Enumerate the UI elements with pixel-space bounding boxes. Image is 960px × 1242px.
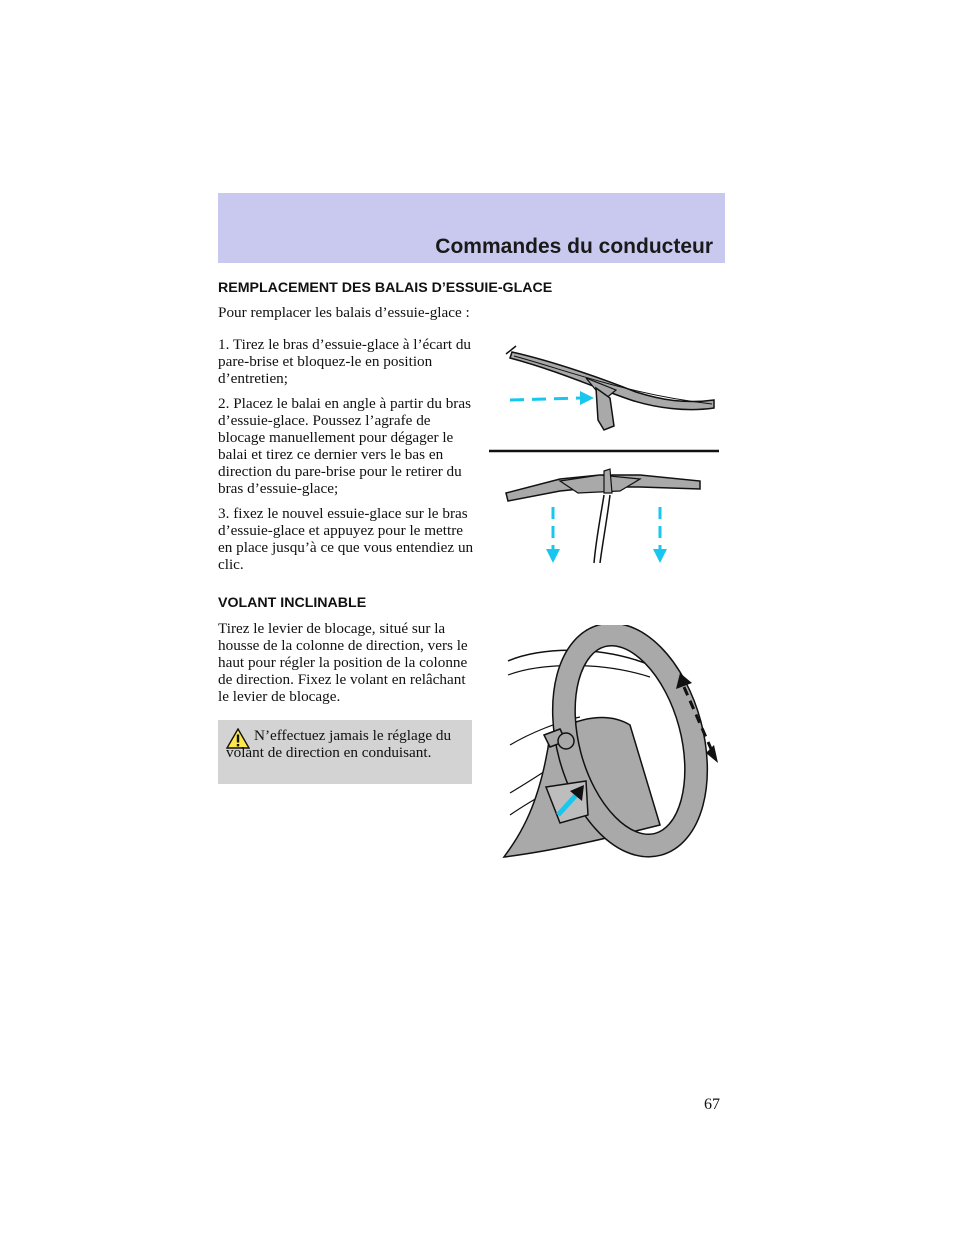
wiper-intro: Pour remplacer les balais d’essuie-glace : [218,304,470,321]
tilt-heading: VOLANT INCLINABLE [218,595,367,611]
wiper-removal-illustration [486,330,722,458]
tilt-steering-illustration [500,625,725,860]
page-number: 67 [704,1096,720,1113]
header-band [218,193,725,263]
wiper-install-illustration [500,465,716,565]
warning-box [218,720,472,784]
wiper-heading: REMPLACEMENT DES BALAIS D’ESSUIE-GLACE [218,280,553,296]
section-title: Commandes du conducteur [435,235,713,258]
wiper-step-2: 2. Placez le balai en angle à partir du bras d’essuie-glace. Poussez l’agrafe de blocage manuellement pour dégager le balai et tirez ce dernier vers le bas en direction du pare-brise pour le retirer du bras d’essuie-glace; [218,395,472,497]
wiper-step-1: 1. Tirez le bras d’essuie-glace à l’écart du pare-brise et bloquez-le en position d’entretien; [218,336,472,387]
wiper-step-3: 3. fixez le nouvel essuie-glace sur le bras d’essuie-glace et appuyez pour le mettre en place jusqu’à ce que vous entendiez un clic. [218,505,474,573]
warning-text: N’effectuez jamais le réglage du volant de direction en conduisant. [226,727,452,761]
tilt-body: Tirez le levier de blocage, situé sur la housse de la colonne de direction, vers le haut pour régler la position de la colonne de direction. Fixez le volant en relâchant le levier de blocage. [218,620,468,705]
